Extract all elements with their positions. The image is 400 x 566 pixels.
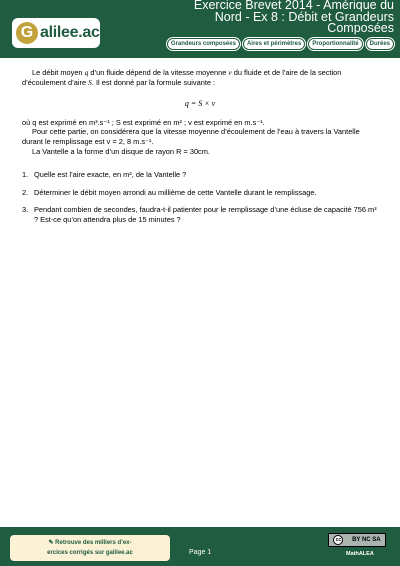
promo-line-1: ✎ Retrouve des milliers d’ex- bbox=[48, 540, 132, 546]
galilee-logo[interactable] bbox=[12, 18, 100, 48]
question-number: 2. bbox=[22, 187, 29, 197]
promo-line-2: ercices corrigés sur galilee.ac bbox=[47, 550, 133, 556]
exercise-content bbox=[22, 68, 378, 233]
tag-proportionnalite[interactable]: Proportionnalité bbox=[308, 38, 362, 50]
logo-g-icon: G bbox=[16, 22, 38, 44]
question-text: Pendant combien de secondes, faudra-t-il patienter pour le remplissage d’une écluse de capacité 756 m³ ? Est-ce qu’on attendra plus de 15 minutes ? bbox=[34, 205, 377, 224]
title-line-2: Nord - Ex 8 : Débit et Grandeurs bbox=[214, 9, 394, 24]
logo-text: alilee.ac bbox=[40, 24, 100, 41]
tag-aires-perimetres[interactable]: Aires et périmètres bbox=[243, 38, 305, 50]
pencil-icon: ✎ bbox=[48, 540, 54, 546]
title-line-1: Exercice Brevet 2014 - Amérique du bbox=[193, 0, 394, 12]
tag-durees[interactable]: Durées bbox=[366, 38, 394, 50]
question-list bbox=[22, 170, 378, 224]
page-number: Page 1 bbox=[189, 549, 212, 556]
promo-link[interactable] bbox=[10, 535, 170, 561]
topic-tags bbox=[167, 38, 394, 50]
question-number: 1. bbox=[22, 170, 29, 180]
formula: q = S × v bbox=[184, 99, 216, 109]
radius-paragraph: La Vantelle a la forme d’un disque de rayon R = 30cm. bbox=[32, 146, 210, 156]
question-text: Quelle est l’aire exacte, en m², de la Vantelle ? bbox=[34, 170, 187, 180]
tag-grandeurs-composees[interactable]: Grandeurs composées bbox=[167, 38, 240, 50]
question-item bbox=[22, 188, 378, 198]
speed-paragraph: Pour cette partie, on considérera que la vitesse moyenne d’écoulement de l’eau à travers la Vantelle durant le remplissage est v = 2, 8 m.s⁻¹. bbox=[22, 127, 360, 146]
cc-license-badge[interactable] bbox=[328, 533, 386, 547]
cc-icon: cc bbox=[333, 535, 343, 545]
mathalea-brand: MathALEA bbox=[346, 551, 374, 557]
question-text: Déterminer le débit moyen arrondi au millième de cette Vantelle durant le remplissage. bbox=[34, 187, 317, 197]
question-item bbox=[22, 205, 378, 224]
question-item bbox=[22, 170, 378, 180]
exercise-title bbox=[134, 0, 394, 35]
cc-label: BY NC SA bbox=[352, 537, 381, 543]
units-paragraph: où q est exprimé en m³.s⁻¹ ; S est exprimé en m² ; v est exprimé en m.s⁻¹. bbox=[22, 117, 265, 127]
title-line-3: Composées bbox=[327, 21, 394, 35]
intro-paragraph: Le débit moyen q d’un fluide dépend de la vitesse moyenne v du fluide et de l’aire de la section d’écoulement d’aire S. Il est donné par la formule suivante : bbox=[22, 68, 342, 87]
question-number: 3. bbox=[22, 205, 29, 215]
